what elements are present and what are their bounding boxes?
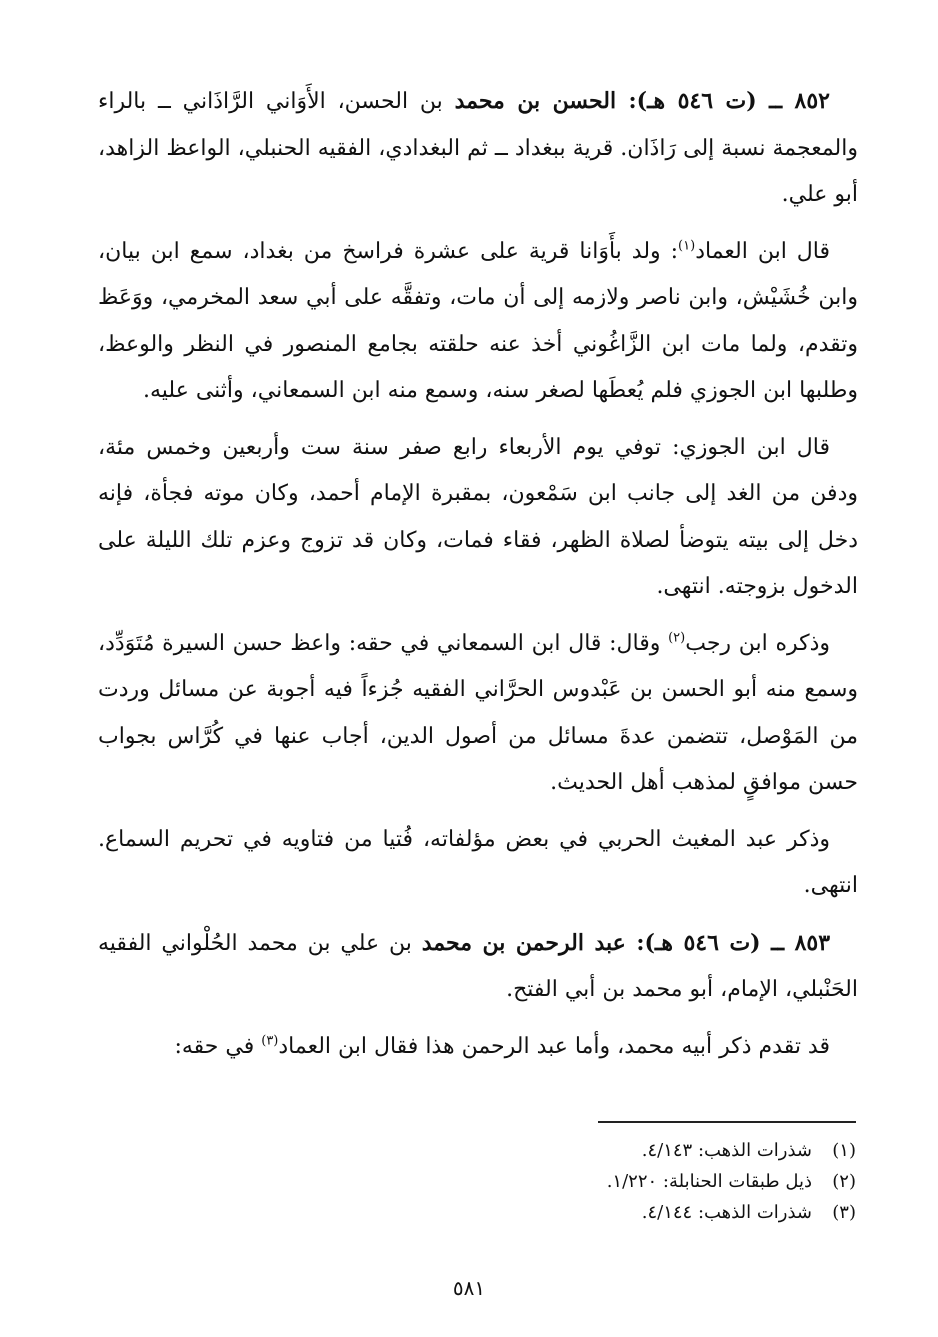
footnote-number: (٣) [832,1202,856,1223]
page-body [98,78,858,1080]
paragraph-father-mention [98,1024,858,1071]
page-number: ٥٨١ [452,1276,486,1300]
entry-852 [98,78,858,219]
entry-853-body: بن علي بن محمد الحُلْواني الفقيه الحَنْبلي، الإمام، أبو محمد بن أبي الفتح. [98,930,858,1002]
entry-852-body: بن الحسن، الأَوَاني الرَّاذَاني ــ بالراء والمعجمة نسبة إلى رَاذَان. قرية ببغداد ــ ثم البغدادي، الفقيه الحنبلي، الواعظ الزاهد، أبو علي. [98,89,858,207]
paragraph-text: قال ابن العماد [695,238,830,264]
footnotes [420,1135,856,1228]
paragraph-text: في حقه: [174,1033,262,1059]
paragraph-text: وقال: قال ابن السمعاني في حقه: واعظ حسن السيرة مُتَوَدِّد، وسمع منه أبو الحسن بن عَبْدوس الحرَّاني الفقيه جُزءاً فيه أجوبة عن مسائل وردت من المَوْصل، تتضمن عدةَ مسائل من أصول الدين، أجاب عنها في كُرَّاس بجواب حسن موافقٍ لمذهب أهل الحديث. [98,630,858,795]
paragraph-ibn-al-jawzi [98,425,858,611]
entry-852-head: ٨٥٢ ــ (ت ٥٤٦ هـ): الحسن بن محمد [454,88,830,114]
entry-853-head: ٨٥٣ ــ (ت ٥٤٦ هـ): عبد الرحمن بن محمد [421,929,831,956]
paragraph-text: : ولد بأَوَانا قرية على عشرة فراسخ من بغداد، سمع ابن بيان، وابن خُشَيْش، وابن ناصر ولازمه إلى أن مات، وتفقَّه على أبي سعد المخرمي، ووَعَظ وتقدم، ولما مات ابن الزَّاغُوني أخذ عنه حلقته بجامع المنصور في النظر والوعظ، وطلبها ابن الجوزي فلم يُعطَها لصغر سنه، وسمع منه ابن السمعاني، وأثنى عليه. [98,238,858,403]
footnote-reference: (١) [678,238,696,254]
paragraph-ibn-al-imad [98,229,858,415]
footnote-text: شذرات الذهب: ٤/١٤٣. [641,1140,812,1161]
paragraph-abd-al-mughith [98,817,858,910]
footnote-divider [598,1121,856,1123]
footnote-number: (٢) [832,1171,856,1192]
paragraph-ibn-rajab [98,621,858,807]
paragraph-text: وذكر عبد المغيث الحربي في بعض مؤلفاته، فُتيا من فتاويه في تحريم السماع. انتهى. [98,826,858,898]
footnote-text: شذرات الذهب: ٤/١٤٤. [641,1202,812,1223]
paragraph-text: قال ابن الجوزي: توفي يوم الأربعاء رابع صفر سنة ست وأربعين وخمس مئة، ودفن من الغد إلى جانب ابن سَمْعون، بمقبرة الإمام أحمد، وكان موته فجأة، فإنه دخل إلى بيته يتوضأ لصلاة الظهر، فقاء فمات، وكان قد تزوج وعزم تلك الليلة على الدخول بزوجته. انتهى. [98,434,858,599]
footnote-item [420,1166,856,1197]
footnote-reference: (٢) [668,630,686,646]
footnote-item [420,1197,856,1228]
footnote-text: ذيل طبقات الحنابلة: ١/٢٢٠. [606,1171,812,1192]
entry-853 [98,920,858,1014]
footnote-number: (١) [832,1140,856,1161]
paragraph-text: قد تقدم ذكر أبيه محمد، وأما عبد الرحمن هذا فقال ابن العماد [278,1033,830,1059]
footnote-item [420,1135,856,1166]
footnote-reference: (٣) [261,1033,279,1049]
paragraph-text: وذكره ابن رجب [685,630,831,656]
